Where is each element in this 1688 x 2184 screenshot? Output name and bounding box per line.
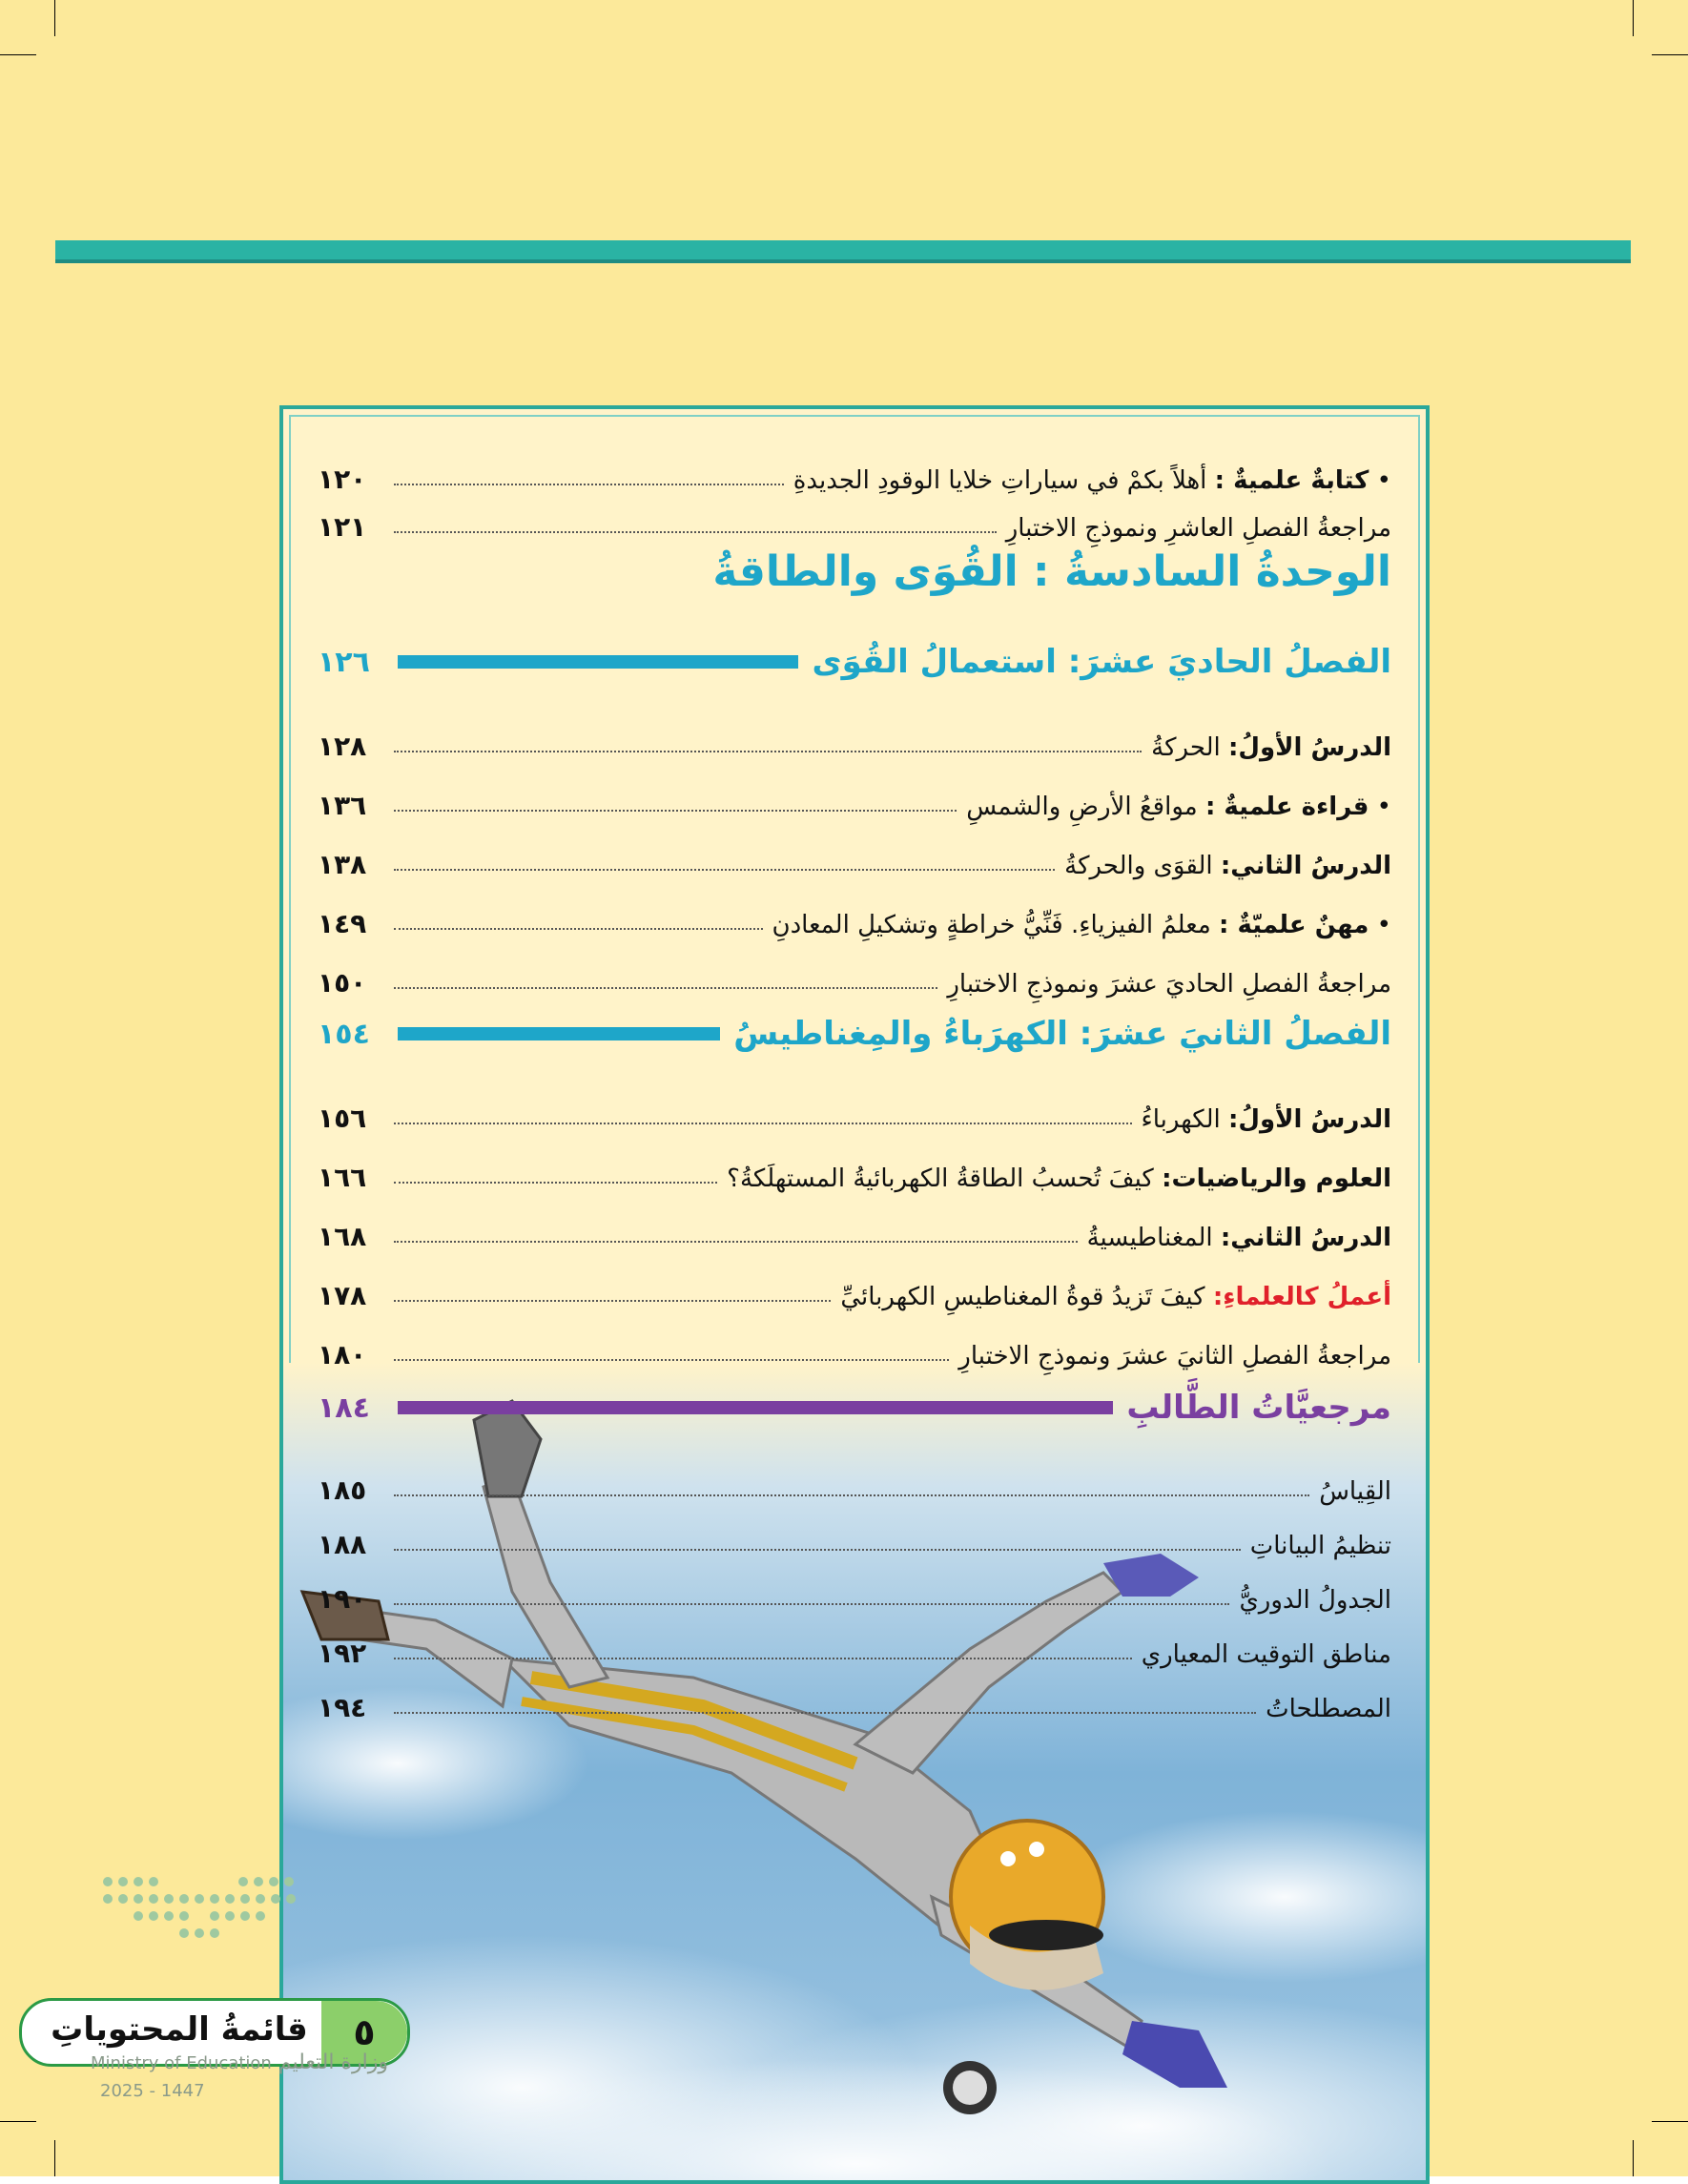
ministry-logo-year: 2025 - 1447 xyxy=(100,2081,205,2101)
toc-entry-title: تنظيمُ البياناتِ xyxy=(1249,1532,1391,1560)
toc-entry-page: ١٢٠ xyxy=(318,464,367,495)
toc-entry[interactable] xyxy=(318,951,1391,999)
toc-entry-page: ١٨٠ xyxy=(318,1339,367,1370)
toc-entry[interactable] xyxy=(318,1621,1391,1669)
dot-leader xyxy=(394,1182,717,1184)
chapter-bar xyxy=(398,1027,720,1040)
chapter-title: الفصلُ الحاديَ عشرَ: استعمالُ القُوَى xyxy=(812,643,1391,681)
toc-entry[interactable] xyxy=(318,833,1391,880)
toc-entry-page: ١٦٦ xyxy=(318,1162,367,1193)
toc-entry[interactable] xyxy=(318,892,1391,939)
footer-title: قائمةُ المحتوياتِ xyxy=(51,2010,308,2049)
toc-entry[interactable] xyxy=(318,1205,1391,1252)
dot-leader xyxy=(394,1123,1132,1124)
ministry-logo-text: وزارة التعليم Ministry of Education xyxy=(91,2050,388,2074)
toc-entry-page: ١٧٨ xyxy=(318,1280,367,1311)
crop-mark xyxy=(0,2121,36,2122)
references-heading[interactable] xyxy=(318,1382,1391,1433)
toc-entry-title: الجدولُ الدوريُّ xyxy=(1239,1586,1391,1615)
toc-panel xyxy=(279,405,1430,2184)
toc-entry[interactable] xyxy=(318,1513,1391,1560)
toc-entry-page: ١٦٨ xyxy=(318,1221,367,1252)
page-number: ٥ xyxy=(321,2001,407,2064)
header-band xyxy=(55,240,1631,263)
toc-entry[interactable] xyxy=(318,1458,1391,1506)
dot-leader xyxy=(394,1549,1241,1551)
chapter-heading[interactable] xyxy=(318,636,1391,688)
toc-entry[interactable] xyxy=(318,714,1391,762)
dot-leader xyxy=(394,1712,1256,1714)
toc-entry[interactable] xyxy=(318,1676,1391,1723)
toc-entry-title: مراجعةُ الفصلِ العاشرِ ونموذجِ الاختبارِ xyxy=(1005,514,1391,543)
toc-entry-title: المصطلحاتُ xyxy=(1266,1695,1391,1723)
toc-entry-title: الدرسُ الأولُ: الحركةُ xyxy=(1151,733,1391,762)
dot-leader xyxy=(394,928,763,930)
toc-entry-page: ١٣٦ xyxy=(318,790,367,821)
references-page: ١٨٤ xyxy=(318,1391,370,1425)
toc-entry[interactable] xyxy=(318,447,1391,495)
toc-entry-title: • كتابةٌ علميةٌ : أهلاً بكمْ في سياراتِ خلايا الوقودِ الجديدةِ xyxy=(793,466,1391,495)
toc-entry-page: ١٢١ xyxy=(318,511,367,543)
toc-entry[interactable] xyxy=(318,1323,1391,1370)
toc-entry-page: ١٨٥ xyxy=(318,1474,367,1506)
references-title: مرجعيَّاتُ الطَّالبِ xyxy=(1126,1389,1391,1427)
toc-entry-title: الدرسُ الأولُ: الكهرباءُ xyxy=(1141,1105,1391,1134)
toc-entry-title: مراجعةُ الفصلِ الثانيَ عشرَ ونموذجِ الاختبارِ xyxy=(958,1342,1391,1370)
dot-leader xyxy=(394,1300,831,1302)
toc-entry-page: ١٩٢ xyxy=(318,1638,367,1669)
toc-entry-page: ١٤٩ xyxy=(318,908,367,939)
crop-mark xyxy=(54,0,55,36)
chapter-page: ١٥٤ xyxy=(318,1017,370,1051)
toc-entry-title: القِياسُ xyxy=(1319,1477,1391,1506)
toc-entry-title: مناطق التوقيت المعياري xyxy=(1141,1640,1391,1669)
chapter-page: ١٢٦ xyxy=(318,645,370,679)
toc-entry[interactable] xyxy=(318,1086,1391,1134)
toc-entry[interactable] xyxy=(318,1567,1391,1615)
toc-entry-page: ١٩٠ xyxy=(318,1583,367,1615)
toc-entry-page: ١٩٤ xyxy=(318,1692,367,1723)
dot-leader xyxy=(394,810,957,812)
dot-leader xyxy=(394,531,997,533)
dot-leader xyxy=(394,1658,1132,1659)
toc-entry[interactable] xyxy=(318,773,1391,821)
crop-mark xyxy=(1652,54,1688,55)
dot-leader xyxy=(394,751,1142,752)
dot-leader xyxy=(394,1603,1229,1605)
toc-entry[interactable] xyxy=(318,1264,1391,1311)
crop-mark xyxy=(1633,2140,1634,2176)
chapter-heading[interactable] xyxy=(318,1008,1391,1060)
dot-leader xyxy=(394,1494,1309,1496)
crop-mark xyxy=(1633,0,1634,36)
toc-entry-page: ١٨٨ xyxy=(318,1529,367,1560)
toc-entry-page: ١٢٨ xyxy=(318,731,367,762)
toc-entry-title: • مهنٌ علميّةٌ : معلمُ الفيزياءِ. فَنِّيُّ خراطةٍ وتشكيلِ المعادنِ xyxy=(772,911,1391,939)
toc-entry-title: • قراءة علميةٌ : مواقعُ الأرضِ والشمسِ xyxy=(966,793,1391,821)
crop-mark xyxy=(0,54,36,55)
dot-leader xyxy=(394,987,937,989)
toc-entry[interactable] xyxy=(318,495,1391,543)
chapter-title: الفصلُ الثانيَ عشرَ: الكهرَباءُ والمِغناطيسُ xyxy=(733,1015,1391,1053)
toc-entry-page: ١٣٨ xyxy=(318,849,367,880)
ministry-logo-icon xyxy=(100,1874,305,1941)
toc-entry-title: أعملُ كالعلماءِ: كيفَ تَزيدُ قوةُ المغناطيسِ الكهربائيِّ xyxy=(840,1283,1391,1311)
crop-mark xyxy=(1652,2121,1688,2122)
toc-entry-title: العلوم والرياضيات: كيفَ تُحسبُ الطاقةُ الكهربائيةُ المستهلَكةُ؟ xyxy=(727,1164,1391,1193)
chapter-bar xyxy=(398,655,798,669)
toc-entry-page: ١٥٦ xyxy=(318,1102,367,1134)
dot-leader xyxy=(394,1241,1078,1243)
dot-leader xyxy=(394,484,784,485)
dot-leader xyxy=(394,1359,949,1361)
toc-entry-page: ١٥٠ xyxy=(318,967,367,999)
crop-mark xyxy=(54,2140,55,2176)
dot-leader xyxy=(394,869,1055,871)
references-bar xyxy=(398,1401,1113,1414)
toc-entry-title: مراجعةُ الفصلِ الحاديَ عشرَ ونموذجِ الاختبارِ xyxy=(947,970,1391,999)
unit-title: الوحدةُ السادسةُ : القُوَى والطاقةُ xyxy=(712,547,1391,596)
toc-entry-title: الدرسُ الثاني: القوَى والحركةُ xyxy=(1064,852,1391,880)
toc-entry[interactable] xyxy=(318,1145,1391,1193)
toc-entry-title: الدرسُ الثاني: المغناطيسيةُ xyxy=(1086,1224,1391,1252)
